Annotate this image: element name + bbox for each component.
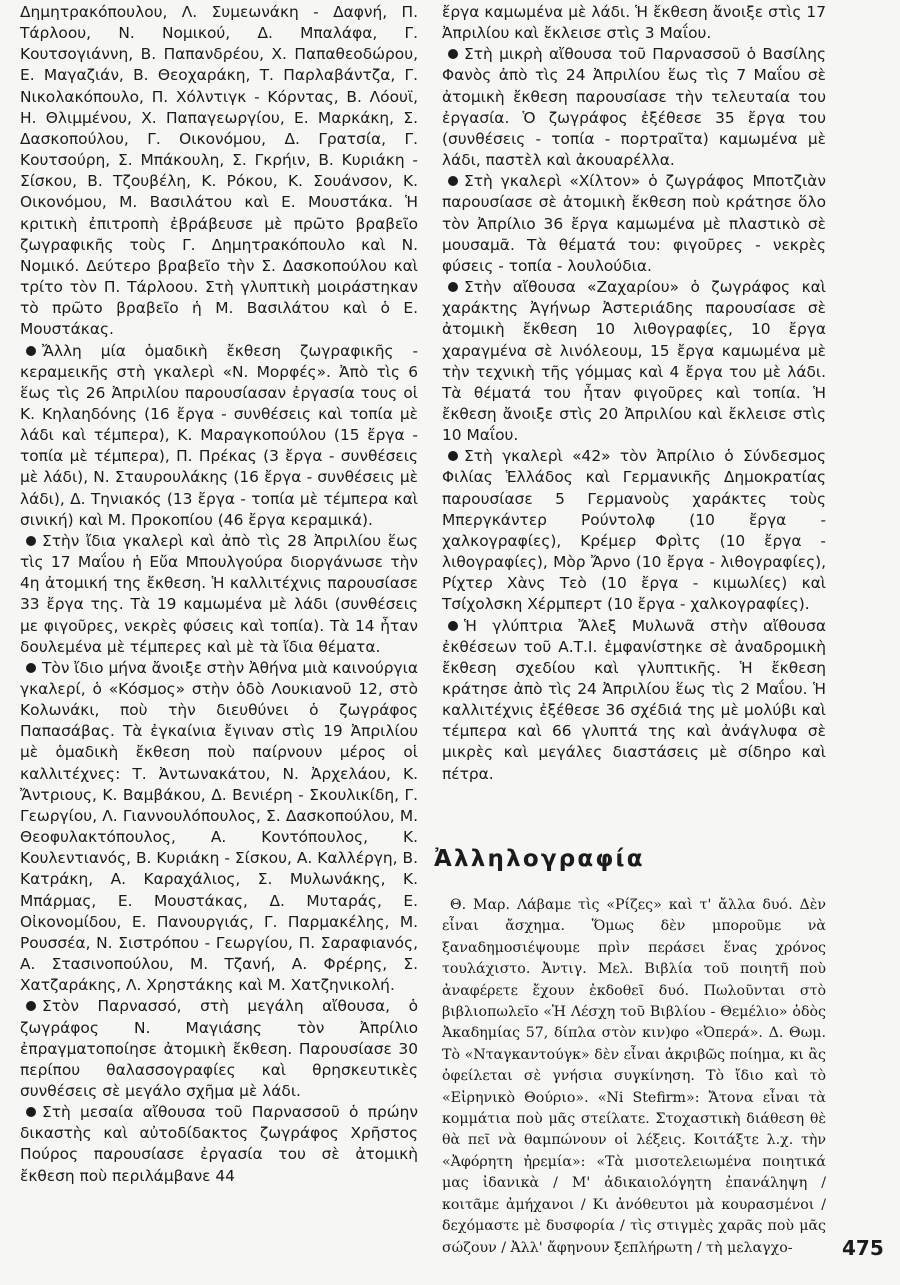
paragraph: [442, 171, 826, 277]
paragraph: [442, 2, 826, 44]
paragraph: [20, 658, 418, 997]
bullet-icon: [26, 663, 36, 673]
correspondence-text: Θ. Μαρ. Λάβαμε τὶς «Ρίζες» καὶ τ' ἄλλα δυό. Δὲν εἶναι ἄσχημα. Ὅμως δὲν μποροῦμε νὰ ξαναδημοσιέψουμε πρὶν περάσει ἕνας χρόνος τουλάχιστο. Ἀντιγ. Μελ. Βιβλία τοῦ ποιητῆ ποὺ ἀναφέρετε ἔχουν ἐκδοθεῖ δυό. Πωλοῦνται στὸ βιβλιοπωλεῖο «Ἡ Λέσχη τοῦ Βιβλίου - Θεμέλιο» ὁδὸς Ἀκαδημίας 57, δίπλα στὸν κιν)φο «Ὀπερά». Δ. Θωμ. Τὸ «Νταγκαντούγκ» δὲν εἶναι ἀκριβῶς ποίημα, κι ἂς ὀφείλεται σὲ γνήσια συγκίνηση. Τὸ ἴδιο καὶ τὸ «Εἰρηνικὸ Θούριο». «Ni Stefirm»: Ἄτονα εἶναι τὰ κομμάτια ποὺ μᾶς στείλατε. Στοχαστικὴ διάθεση θὲ θὰ πεῖ νὰ θαμπώνουν οἱ λέξεις. Κοιτάξτε λ.χ. τὴν «Ἀφόρητη ἠρεμία»: «Τὰ μισοτελειωμένα ποιητικά μας ἰδανικὰ / Μ' ἀδικαιολόγητη ἐπανάληψη / κοιτᾶμε ἀμήχανοι / Κι ἀνόθευτοι μὰ κουρασμένοι / δεχόμαστε μὲ δυσφορία / τὶς στιγμὲς χαρᾶς ποὺ μᾶς σώζουν / Ἀλλ' ἄφηνουν ξεπλήρωτη / τὴ μελαγχο-: [442, 897, 826, 1256]
paragraph-text: Στὸν Παρνασσό, στὴ μεγάλη αἴθουσα, ὁ ζωγράφος Ν. Μαγιάσης τὸν Ἀπρίλιο ἐπραγματοποίησε ἀτομικὴ ἔκθεση. Παρουσίασε 30 περίπου θαλασσογραφίες καὶ θρησκευτικὲς συνθέσεις σὲ μεγάλο σχῆμα μὲ λάδι.: [20, 997, 418, 1100]
paragraph: [442, 616, 826, 785]
paragraph: [442, 446, 826, 615]
paragraph: [442, 277, 826, 446]
paragraph: [20, 1102, 418, 1187]
paragraph-text: Στὴ γκαλερὶ «Χίλτον» ὁ ζωγράφος Μποτζιὰν παρουσίασε σὲ ἀτομικὴ ἔκθεση ποὺ κράτησε ὅλο τὸν Ἀπρίλιο 36 ἔργα καμωμένα μὲ πλαστικὸ σὲ μουσαμᾶ. Τὰ θέματά του: φιγοῦρες - νεκρὲς φύσεις - τοπία - λουλούδια.: [442, 172, 826, 275]
paragraph-text: Δημητρακόπουλου, Λ. Συμεωνάκη - Δαφνή, Π. Τάρλοου, Ν. Νομικού, Δ. Μπαλάφα, Γ. Κουτσογιάννη, Β. Παπανδρέου, Χ. Παπαθεοδώρου, Ε. Μαγαζιάν, Β. Θεοχαράκη, Τ. Παρλαβάντζα, Γ. Νικολακόπουλο, Π. Χόλντιγκ - Κόρντας, Β. Λόουϊ, Η. Θλιμμένου, Χ. Παπαγεωργίου, Ε. Μαρκάκη, Σ. Δασκοπούλου, Γ. Οικονόμου, Δ. Γρατσία, Γ. Κουτσούρη, Σ. Μπάκουλη, Σ. Γκρήιν, Β. Κυριάκη - Σίσκου, Β. Τζουβέλη, Κ. Ρόκου, Κ. Σουάνσον, Κ. Οικονόμου, Μ. Βασιλάτου καὶ Ε. Μουστάκα. Ἡ κριτικὴ ἐπιτροπὴ ἐβράβευσε μὲ πρῶτο βραβεῖο ζωγραφικῆς τοὺς Γ. Δημητρακόπουλο καὶ Ν. Νομικό. Δεύτερο βραβεῖο τὴν Σ. Δασκοπούλου καὶ τρίτο τὸν Π. Τάρλοου. Στὴ γλυπτικὴ μοιράστηκαν τὸ πρῶτο βραβεῖο ἡ Μ. Βασιλάτου καὶ ὁ Ε. Μουστάκας.: [20, 3, 418, 339]
bullet-icon: [26, 536, 36, 546]
bullet-icon: [448, 49, 458, 59]
paragraph: [20, 2, 418, 341]
correspondence-heading: Ἀλληλογραφία: [434, 846, 645, 872]
bullet-icon: [26, 346, 36, 356]
bullet-icon: [26, 1107, 36, 1117]
right-column: [442, 2, 826, 785]
paragraph-text: Στὴ μεσαία αἴθουσα τοῦ Παρνασσοῦ ὁ πρώην δικαστὴς καὶ αὐτοδίδακτος ζωγράφος Χρῆστος Πούρος παρουσίασε ἐργασία του σὲ ἀτομικὴ ἔκθεση ποὺ περιλάμβανε 44: [20, 1103, 418, 1185]
paragraph-text: Στὴ γκαλερὶ «42» τὸν Ἀπρίλιο ὁ Σύνδεσμος Φιλίας Ἑλλάδος καὶ Γερμανικῆς Δημοκρατίας παρουσίασε 5 Γερμανοὺς χαράκτες τοὺς Μπεργκάντερ Ρούντολφ (10 ἔργα - χαλκογραφίες), Κρέμερ Φρὶτς (10 ἔργα - λιθογραφίες), Μὸρ Ἄρνο (10 ἔργα - λιθογραφίες), Ρίχτερ Χὰνς Τεὸ (10 ἔργα - κιμωλίες) καὶ Τσίχολσκη Χέρμπερτ (10 ἔργα - χαλκογραφίες).: [442, 447, 826, 614]
bullet-icon: [448, 282, 458, 292]
paragraph: [442, 44, 826, 171]
bullet-icon: [448, 451, 458, 461]
paragraph-text: Στὴν ἴδια γκαλερὶ καὶ ἀπὸ τὶς 28 Ἀπριλίου ἕως τὶς 17 Μαΐου ἡ Εὔα Μπουλγούρα διοργάνωσε τὴν 4η ἀτομική της ἔκθεση. Ἡ καλλιτέχνις παρουσίασε 33 ἔργα της. Τὰ 19 καμωμένα μὲ λάδι (συνθέσεις με φιγοῦρες, νεκρὲς φύσεις καὶ τοπία). Τὰ 14 ἦταν δουλεμένα μὲ τέμπερες καὶ μὲ τὰ ἴδια θέματα.: [20, 531, 418, 656]
correspondence-section: [442, 895, 826, 1259]
paragraph-text: Στὴν αἴθουσα «Ζαχαρίου» ὁ ζωγράφος καὶ χαράκτης Ἀγήνωρ Ἀστεριάδης παρουσίασε σὲ ἀτομικὴ ἔκθεση 10 λιθογραφίες, 10 ἔργα χαραγμένα σὲ λινόλεουμ, 15 ἔργα καμωμένα μὲ τὴν τεχνικὴ τῆς γόμμας καὶ 4 ἔργα του μὲ λάδι. Τὰ θέματά του ἦταν φιγοῦρες καὶ τοπία. Ἡ ἔκθεση ἄνοιξε στὶς 20 Ἀπριλίου καὶ ἔκλεισε στὶς 10 Μαΐου.: [442, 278, 826, 445]
paragraph: [20, 531, 418, 658]
bullet-icon: [448, 621, 458, 631]
paragraph-text: Στὴ μικρὴ αἴθουσα τοῦ Παρνασσοῦ ὁ Βασίλης Φανὸς ἀπὸ τὶς 24 Ἀπριλίου ἕως τὶς 7 Μαΐου σὲ ἀτομικὴ ἔκθεση παρουσίασε τὴν τελευταία του ἐργασία. Ὁ ζωγράφος ἐξέθεσε 35 ἔργα του (συνθέσεις - τοπία - πορτραῖτα) καμωμένα μὲ λάδι, παστὲλ καὶ ἀκουαρέλλα.: [442, 45, 826, 170]
paragraph-text: Ἄλλη μία ὁμαδικὴ ἔκθεση ζωγραφικῆς - κεραμεικῆς στὴ γκαλερὶ «Ν. Μορφές». Ἀπὸ τὶς 6 ἕως τὶς 26 Ἀπριλίου παρουσίασαν ἐργασία τους οἱ Κ. Κηλαηδόνης (16 ἔργα - συνθέσεις καὶ τοπία μὲ λάδι καὶ τέμπερα), Κ. Μαραγκοπούλου (15 ἔργα - τοπία μὲ τέμπερα), Π. Πρέκας (3 ἔργα - συνθέσεις μὲ λάδι), Ν. Σταυρουλάκης (16 ἔργα - συνθέσεις μὲ λάδι), Δ. Τηνιακός (13 ἔργα - τοπία μὲ τέμπερα καὶ σινική) καὶ Μ. Προκοπίου (46 ἔργα κεραμικά).: [20, 341, 418, 529]
left-column: [20, 2, 418, 1187]
paragraph: [20, 996, 418, 1102]
paragraph-text: ἔργα καμωμένα μὲ λάδι. Ἡ ἔκθεση ἄνοιξε στὶς 17 Ἀπριλίου καὶ ἔκλεισε στὶς 3 Μαΐου.: [442, 3, 826, 43]
paragraph: [20, 341, 418, 531]
bullet-icon: [448, 176, 458, 186]
paragraph-text: Τὸν ἴδιο μήνα ἄνοιξε στὴν Ἀθήνα μιὰ καινούργια γκαλερί, ὁ «Κόσμος» στὴν ὁδὸ Λουκιανοῦ 12, στὸ Κολωνάκι, ποὺ τὴν διευθύνει ὁ ζωγράφος Παπασάβας. Τὰ ἐγκαίνια ἔγιναν στὶς 19 Ἀπριλίου μὲ ὁμαδικὴ ἔκθεση ποὺ παίρνουν μέρος οἱ καλλιτέχνες: Τ. Ἀντωνακάτου, Ν. Ἀρχελάου, Κ. Ἄντριους, Κ. Βαμβάκου, Δ. Βενιέρη - Σκουλικίδη, Γ. Γεωργίου, Λ. Γιαννουλόπουλος, Σ. Δασκοπούλου, Μ. Θεοφυλακτόπουλος, Α. Κοντόπουλος, Κ. Κουλεντιανός, Β. Κυριάκη - Σίσκου, Α. Καλλέργη, Β. Κατράκη, Α. Καραχάλιος, Σ. Μυλωνάκης, Κ. Μπάρμας, Ε. Μουστάκας, Δ. Μυταράς, Ε. Οἰκονομίδου, Ε. Πανουργιάς, Γ. Παρμακέλης, Μ. Ρουσσέα, Ν. Σιστρόπου - Γεωργίου, Π. Σαραφιανός, Α. Στασινοπούλου, Μ. Τζανή, Α. Φρέρης, Σ. Χατζαράκης, Λ. Χρηστάκης καὶ Μ. Χατζηνικολή.: [20, 658, 418, 995]
bullet-icon: [26, 1001, 36, 1011]
paragraph-text: Ἡ γλύπτρια Ἄλεξ Μυλωνᾶ στὴν αἴθουσα ἐκθέσεων τοῦ Α.Τ.Ι. ἐμφανίστηκε σὲ ἀναδρομικὴ ἔκθεση σχεδίου καὶ γλυπτικῆς. Ἡ ἔκθεση κράτησε ἀπὸ τὶς 24 Ἀπριλίου ἕως τὶς 2 Μαΐου. Ἡ καλλιτέχνις ἐξέθεσε 36 σχέδιά της μὲ μολύβι καὶ τέμπερα καὶ 66 γλυπτά της καὶ ἀνάγλυφα σὲ μικρὲς καὶ μεγάλες διαστάσεις μὲ σίδηρο καὶ πέτρα.: [442, 616, 826, 783]
page-number: 475: [842, 1236, 884, 1260]
